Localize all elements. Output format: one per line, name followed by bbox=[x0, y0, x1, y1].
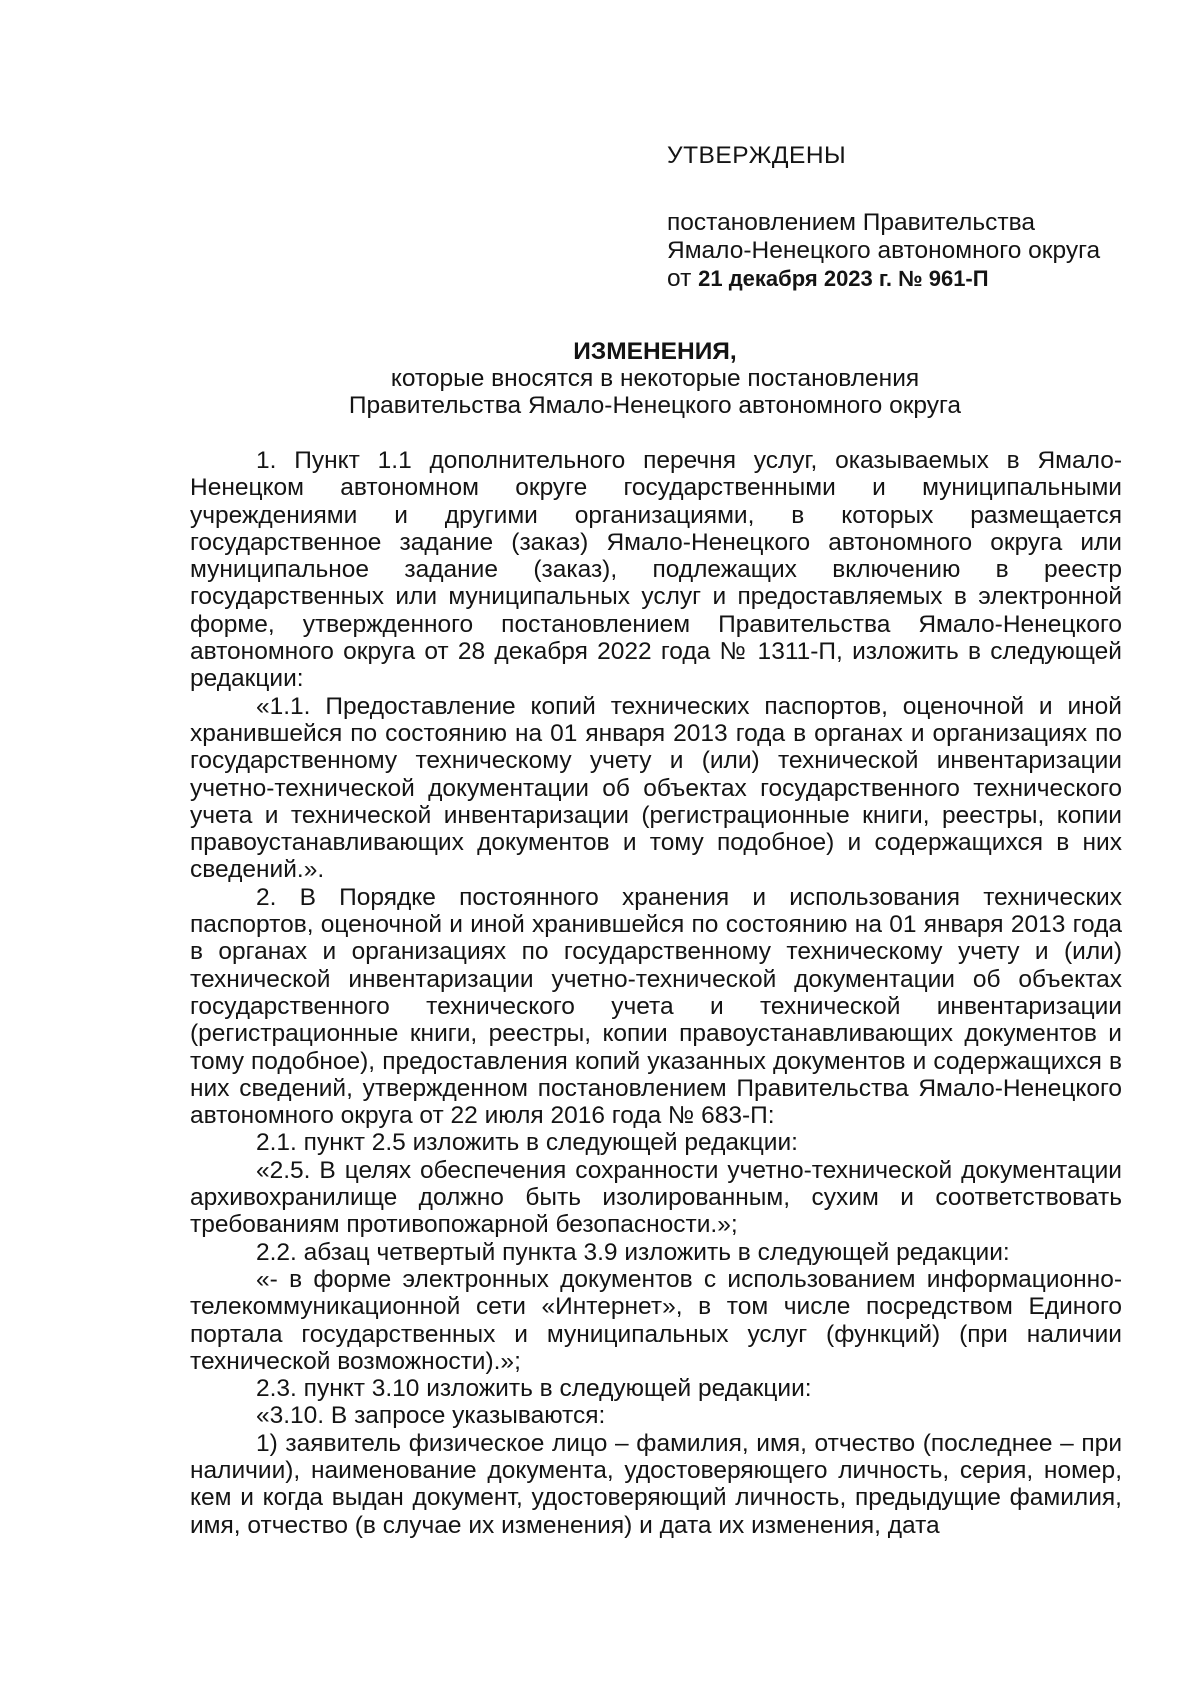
approval-line-1: постановлением Правительства bbox=[667, 209, 1035, 236]
body-paragraph-10: 1) заявитель физическое лицо – фамилия, имя, отчество (последнее – при наличии), наименование документа, удостоверяющего личность, серия, номер, кем и когда выдан документ, удостоверяющий личность, предыдущие фамилия, имя, отчество (в случае их изменения) и дата их изменения, дата bbox=[190, 1429, 1122, 1539]
body-paragraph-7: «- в форме электронных документов с использованием информационно-телекоммуникационной сети «Интернет», в том числе посредством Единого портала государственных и муниципальных услуг (функций) (при наличии технической возможности).»; bbox=[190, 1265, 1122, 1375]
document-body bbox=[190, 447, 1122, 1539]
body-paragraph-5: «2.5. В целях обеспечения сохранности учетно-технической документации архивохранилище должно быть изолированным, сухим и соответствовать требованиям противопожарной безопасности.»; bbox=[190, 1156, 1122, 1239]
body-paragraph-8: 2.3. пункт 3.10 изложить в следующей редакции: bbox=[256, 1375, 812, 1403]
document-subtitle-line-1: которые вносятся в некоторые постановления bbox=[390, 365, 920, 392]
body-paragraph-2: «1.1. Предоставление копий технических паспортов, оценочной и иной хранившейся по состоянию на 01 января 2013 года в органах и организациях по государственному техническому учету и (или) технической инвентаризации учетно-технической документации об объектах государственного технического учета и технической инвентаризации (регистрационные книги, реестры, копии правоустанавливающих документов и тому подобное) и содержащихся в них сведений.». bbox=[190, 692, 1122, 884]
approval-block bbox=[667, 142, 1127, 293]
approval-decree-ref: 21 декабря 2023 г. № 961-П bbox=[698, 266, 989, 291]
approval-date-line bbox=[667, 265, 1127, 293]
body-paragraph-6: 2.2. абзац четвертый пункта 3.9 изложить в следующей редакции: bbox=[256, 1238, 1010, 1266]
body-paragraph-9: «3.10. В запросе указываются: bbox=[256, 1402, 606, 1430]
approval-date-prefix: от bbox=[667, 265, 699, 292]
body-paragraph-4: 2.1. пункт 2.5 изложить в следующей редакции: bbox=[256, 1129, 798, 1157]
body-paragraph-3: 2. В Порядке постоянного хранения и использования технических паспортов, оценочной и иной хранившейся по состоянию на 01 января 2013 года в органах и организациях по государственному техническому учету и (или) технической инвентаризации учетно-технической документации об объектах государственного технического учета и технической инвентаризации (регистрационные книги, реестры, копии правоустанавливающих документов и тому подобное), предоставления копий указанных документов и содержащихся в них сведений, утвержденном постановлением Правительства Ямало-Ненецкого автономного округа от 22 июля 2016 года № 683-П: bbox=[190, 883, 1122, 1130]
document-heading: ИЗМЕНЕНИЯ, bbox=[573, 338, 737, 365]
document-subtitle-line-2: Правительства Ямало-Ненецкого автономного округа bbox=[348, 392, 962, 419]
approval-stamp: УТВЕРЖДЕНЫ bbox=[667, 142, 847, 169]
document-title-block bbox=[190, 338, 1120, 419]
body-paragraph-1: 1. Пункт 1.1 дополнительного перечня услуг, оказываемых в Ямало-Ненецком автономном округе государственными и муниципальными учреждениями и другими организациями, в которых размещается государственное задание (заказ) Ямало-Ненецкого автономного округа или муниципальное задание (заказ), подлежащих включению в реестр государственных или муниципальных услуг и предоставляемых в электронной форме, утвержденного постановлением Правительства Ямало-Ненецкого автономного округа от 28 декабря 2022 года № 1311-П, изложить в следующей редакции: bbox=[190, 447, 1122, 693]
approval-line-2: Ямало-Ненецкого автономного округа bbox=[667, 237, 1101, 264]
